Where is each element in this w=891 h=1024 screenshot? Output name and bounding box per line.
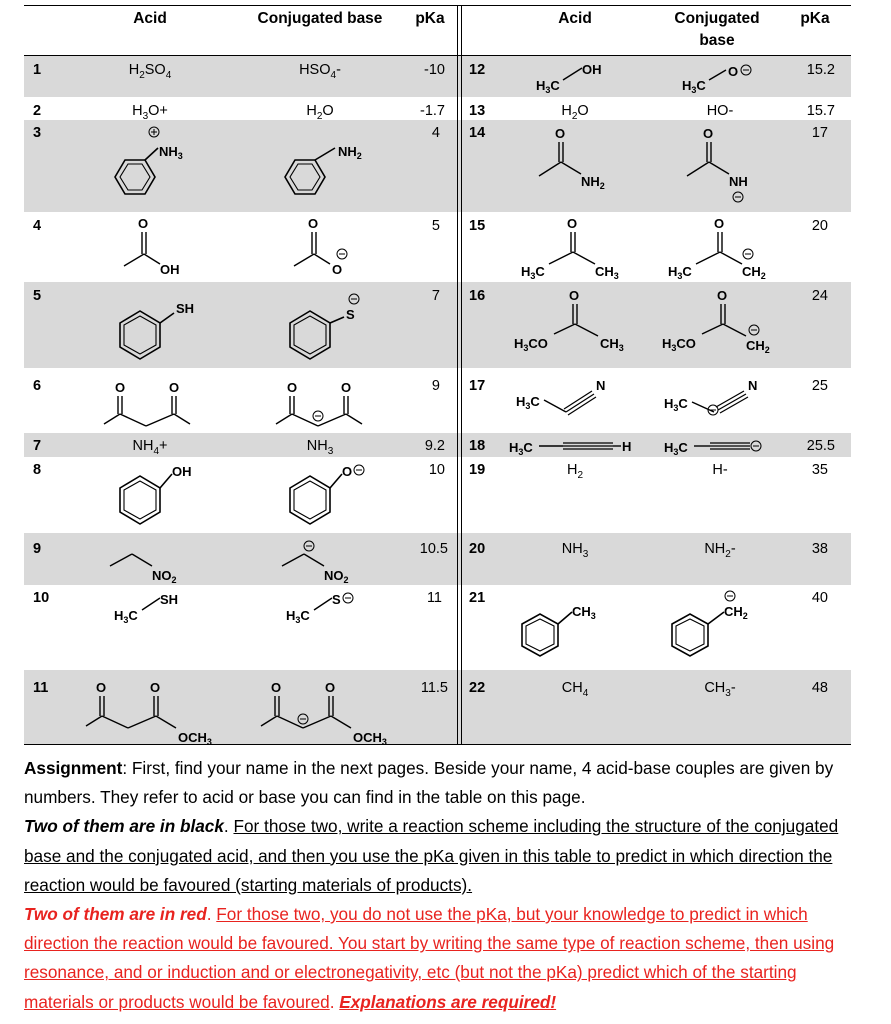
- pka-1: -10: [424, 62, 445, 78]
- row-num-8: 8: [33, 462, 42, 478]
- svg-text:H: H: [622, 439, 632, 454]
- acid-nh3: $NH_3$: [561, 541, 589, 560]
- pka-15: 20: [811, 218, 828, 234]
- red-sep: .: [206, 904, 217, 925]
- svg-text:H3C: $H_3C$: [536, 78, 560, 95]
- structure-acetate: [270, 212, 390, 282]
- svg-text:H3CO: $H_3CO$: [662, 336, 696, 353]
- acid-nh4: $NH_4+$: [132, 438, 168, 457]
- row-num-19: 19: [469, 462, 486, 478]
- structure-phenoxide: [260, 458, 400, 534]
- structure-methoxide: [676, 58, 776, 98]
- assignment-label: Assignment: [24, 758, 123, 778]
- svg-text:N: N: [596, 378, 606, 393]
- structure-acetylacetone: [90, 372, 230, 434]
- svg-text:CH2: $CH_2$: [746, 338, 770, 355]
- svg-text:O: O: [138, 216, 149, 231]
- structure-propionitrile: [512, 374, 642, 424]
- structure-nitroethane-anion: [272, 538, 392, 588]
- svg-text:O: O: [96, 680, 107, 695]
- svg-text:CH2: $CH_2$: [742, 264, 766, 281]
- structure-acetylacetonate: [262, 372, 402, 434]
- base-ho: HO-: [706, 103, 734, 119]
- svg-text:O: O: [714, 216, 725, 231]
- svg-text:O: O: [150, 680, 161, 695]
- assignment-text: [24, 754, 854, 1017]
- svg-text:O: O: [569, 288, 580, 303]
- pka-4: 5: [431, 218, 440, 234]
- structure-acetic-acid: [100, 212, 220, 282]
- svg-text:H3CO: $H_3CO$: [514, 336, 548, 353]
- acid-ch4: $CH_4$: [561, 680, 589, 699]
- acid-h2: $H_2$: [566, 462, 584, 481]
- row-num-6: 6: [33, 378, 42, 394]
- header-base-left: Conjugated base: [257, 10, 383, 27]
- svg-text:OCH3: $OCH_3$: [353, 730, 387, 747]
- svg-text:CH2: $CH_2$: [724, 604, 748, 621]
- row-num-13: 13: [469, 103, 486, 119]
- pka-17: 25: [811, 378, 828, 394]
- row-num-20: 20: [469, 541, 486, 557]
- structure-aniline: [260, 120, 400, 212]
- pka-16: 24: [811, 288, 828, 304]
- svg-text:H3C: $H_3C$: [286, 608, 310, 625]
- structure-propionitrile-anion: [660, 374, 790, 424]
- svg-text:SH: SH: [160, 592, 179, 607]
- svg-text:H3C: $H_3C$: [682, 78, 706, 95]
- pka-11: 11.5: [420, 680, 448, 696]
- pka-22: 48: [811, 680, 828, 696]
- assignment-intro: : First, find your name in the next pages. Beside your name, 4 acid-base couples are given by numbers. They refer to acid or base you can find in the table on this page.: [24, 758, 834, 808]
- svg-text:H3C: $H_3C$: [509, 440, 533, 457]
- structure-methyl-acetate: [510, 284, 650, 364]
- header-pka-right: pKa: [800, 10, 830, 27]
- svg-text:O: O: [555, 126, 566, 141]
- header-acid-left: Acid: [133, 10, 167, 27]
- svg-text:NH3: $NH_3$: [159, 144, 183, 161]
- row-num-17: 17: [469, 378, 486, 394]
- pka-13: 15.7: [806, 103, 835, 119]
- header-acid-right: Acid: [558, 10, 592, 27]
- pka-6: 9: [431, 378, 440, 394]
- svg-text:S: S: [332, 592, 341, 607]
- row-num-1: 1: [33, 62, 42, 78]
- structure-acetamide: [525, 122, 635, 202]
- structure-acetamide-anion: [673, 122, 783, 207]
- svg-text:OCH3: $OCH_3$: [178, 730, 212, 747]
- structure-thiophenol: [90, 285, 230, 370]
- base-h2o: $H_2O$: [306, 103, 334, 122]
- base-hydride: H-: [712, 462, 728, 478]
- row-num-7: 7: [33, 438, 42, 454]
- row-num-15: 15: [469, 218, 486, 234]
- row-num-9: 9: [33, 541, 42, 557]
- base-hso4: $HSO_4-$: [299, 62, 341, 81]
- svg-text:CH3: $CH_3$: [600, 336, 624, 353]
- svg-text:O: O: [115, 380, 126, 395]
- black-sep: .: [223, 816, 234, 837]
- base-nh3: $NH_3$: [306, 438, 334, 457]
- row-num-11: 11: [33, 680, 49, 696]
- pka-20: 38: [811, 541, 828, 557]
- svg-text:O: O: [271, 680, 282, 695]
- structure-propyne: [505, 434, 655, 458]
- svg-text:O: O: [308, 216, 319, 231]
- svg-text:O: O: [341, 380, 352, 395]
- row-num-4: 4: [33, 218, 42, 234]
- structure-nitroethane: [100, 538, 220, 588]
- svg-text:NH: NH: [729, 174, 748, 189]
- base-ch3: $CH_3-$: [704, 680, 736, 699]
- svg-text:S: S: [346, 307, 355, 322]
- structure-methyl-acetate-enolate: [658, 284, 798, 364]
- svg-text:CH3: $CH_3$: [572, 604, 596, 621]
- pka-21: 40: [811, 590, 828, 606]
- structure-methyl-acetoacetate: [80, 674, 250, 746]
- acid-h3o: $H_3O+$: [132, 103, 168, 122]
- svg-text:H3C: $H_3C$: [664, 440, 688, 457]
- pka-12: 15.2: [806, 62, 835, 78]
- black-instructions: For those two, write a reaction scheme including the structure of the conjugated base and the conjugated acid, and then you use the pKa given in this table to predict in which direction the reaction would be favoured (starting materials of products).: [24, 816, 839, 895]
- red-end: .: [329, 991, 340, 1012]
- svg-text:H3C: $H_3C$: [664, 396, 688, 413]
- structure-acetone-enolate: [662, 212, 792, 284]
- pka-18: 25.5: [806, 438, 835, 454]
- svg-text:NH2: $NH_2$: [338, 144, 362, 161]
- structure-benzyl-anion: [660, 588, 790, 668]
- header-bottom-border: [24, 55, 851, 56]
- svg-text:O: O: [287, 380, 298, 395]
- svg-text:O: O: [169, 380, 180, 395]
- row-num-2: 2: [33, 103, 42, 119]
- header-base-right: Conjugated base: [674, 10, 760, 49]
- pka-3: 4: [431, 125, 440, 141]
- row-num-3: 3: [33, 125, 42, 141]
- center-divider: [457, 5, 458, 744]
- svg-text:H3C: $H_3C$: [516, 394, 540, 411]
- row-num-14: 14: [469, 125, 486, 141]
- pka-5: 7: [431, 288, 440, 304]
- svg-text:H3C: $H_3C$: [668, 264, 692, 281]
- center-divider-2: [461, 5, 462, 744]
- row-num-10: 10: [33, 590, 50, 606]
- svg-text:O: O: [325, 680, 336, 695]
- pka-10: 11: [426, 590, 442, 606]
- svg-text:SH: SH: [176, 301, 195, 316]
- black-lead: Two of them are in black: [24, 816, 224, 837]
- structure-toluene: [510, 588, 640, 668]
- red-lead: Two of them are in red: [24, 904, 207, 925]
- pka-7: 9.2: [424, 438, 445, 454]
- svg-text:NH2: $NH_2$: [581, 174, 605, 191]
- svg-text:O: O: [342, 464, 353, 479]
- row-num-12: 12: [469, 62, 486, 78]
- row-num-21: 21: [469, 590, 486, 606]
- table-top-border: [24, 5, 851, 6]
- pka-8: 10: [428, 462, 445, 478]
- row-num-5: 5: [33, 288, 42, 304]
- structure-methanethiol: [110, 588, 220, 628]
- structure-anilinium: [90, 120, 230, 212]
- pka-19: 35: [811, 462, 828, 478]
- structure-thiophenolate: [260, 285, 400, 370]
- svg-text:O: O: [567, 216, 578, 231]
- pka-2: -1.7: [420, 103, 445, 119]
- svg-text:OH: OH: [582, 62, 602, 77]
- pka-14: 17: [811, 125, 828, 141]
- svg-text:NO2: $NO_2$: [324, 568, 349, 585]
- svg-text:O: O: [728, 64, 739, 79]
- svg-text:H3C: $H_3C$: [114, 608, 138, 625]
- acid-h2o: $H_2O$: [561, 103, 589, 122]
- structure-methanethiolate: [282, 588, 392, 628]
- header-pka-left: pKa: [415, 10, 445, 27]
- svg-text:N: N: [748, 378, 758, 393]
- acid-h2so4: $H_2SO_4$: [128, 62, 172, 81]
- svg-text:O: O: [332, 262, 343, 277]
- structure-methanol: [530, 58, 630, 98]
- svg-text:OH: OH: [172, 464, 192, 479]
- row-num-16: 16: [469, 288, 486, 304]
- structure-phenol: [90, 458, 230, 534]
- structure-propynide: [660, 434, 790, 458]
- svg-text:CH3: $CH_3$: [595, 264, 619, 281]
- red-instructions: For those two, you do not use the pKa, but your knowledge to predict in which direction the reaction would be favoured. You start by writing the same type of reaction scheme, then using resonance, and or induction and or electronegativity, etc (but not the pKa) predict which of the starting materials or products would be favoured: [24, 904, 835, 1012]
- row-num-22: 22: [469, 680, 486, 696]
- explanations-required: Explanations are required!: [339, 991, 557, 1012]
- svg-text:H3C: $H_3C$: [521, 264, 545, 281]
- svg-text:O: O: [717, 288, 728, 303]
- pka-9: 10.5: [419, 541, 448, 557]
- svg-text:OH: OH: [160, 262, 180, 277]
- structure-acetone: [515, 212, 645, 284]
- svg-text:NO2: $NO_2$: [152, 568, 177, 585]
- structure-methyl-acetoacetate-enolate: [255, 674, 425, 746]
- row-num-18: 18: [469, 438, 486, 454]
- svg-text:O: O: [703, 126, 714, 141]
- base-nh2: $NH_2-$: [704, 541, 736, 560]
